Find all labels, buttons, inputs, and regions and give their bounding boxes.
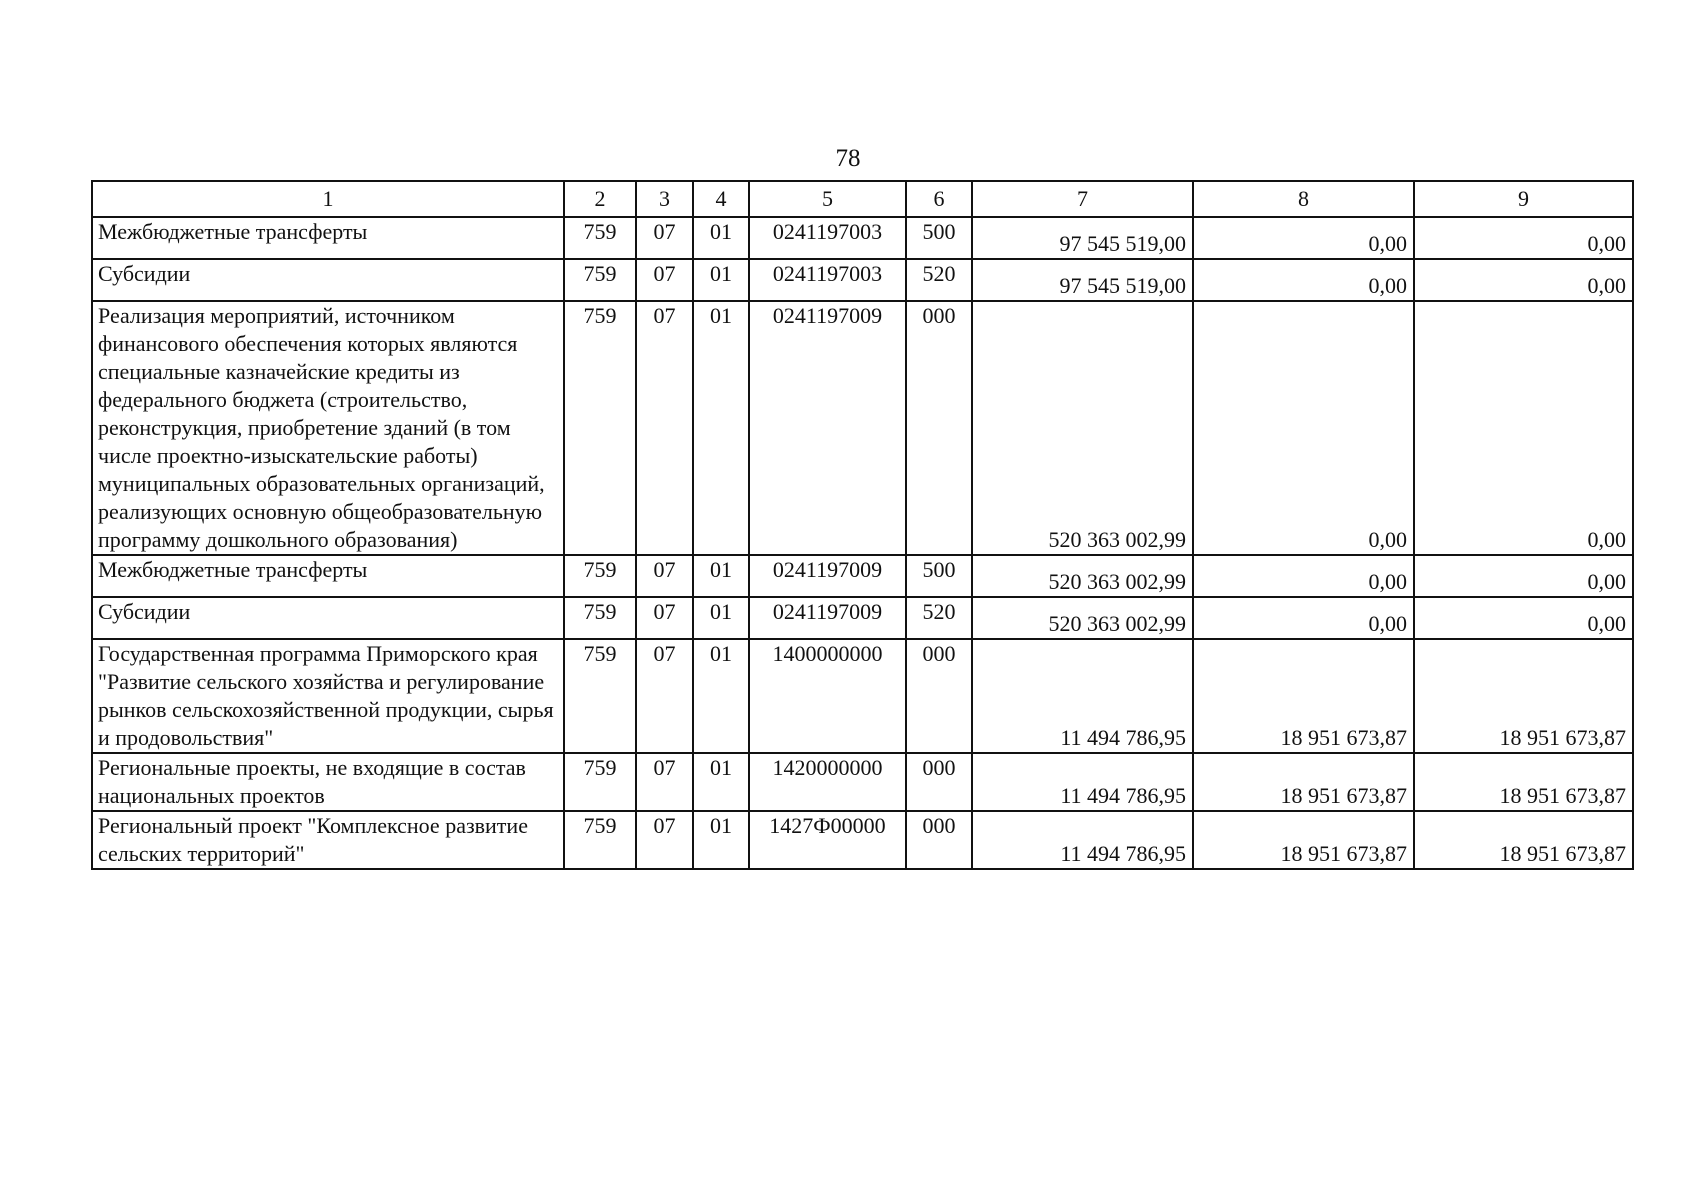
table-row <box>92 639 1633 753</box>
code-cell: 759 <box>564 259 636 301</box>
amount-cell: 0,00 <box>1193 217 1414 259</box>
code-cell: 759 <box>564 753 636 811</box>
code-cell: 07 <box>636 555 693 597</box>
code-cell: 0241197009 <box>749 555 906 597</box>
code-cell: 07 <box>636 811 693 869</box>
code-cell: 01 <box>693 259 749 301</box>
amount-cell: 11 494 786,95 <box>972 753 1193 811</box>
code-cell: 0241197009 <box>749 597 906 639</box>
code-cell: 01 <box>693 597 749 639</box>
code-cell: 520 <box>906 259 972 301</box>
amount-cell: 520 363 002,99 <box>972 301 1193 555</box>
code-cell: 500 <box>906 555 972 597</box>
row-name: Субсидии <box>92 597 564 639</box>
code-cell: 759 <box>564 301 636 555</box>
code-cell: 759 <box>564 597 636 639</box>
amount-cell: 18 951 673,87 <box>1414 639 1633 753</box>
code-cell: 07 <box>636 753 693 811</box>
header-cell: 1 <box>92 181 564 217</box>
code-cell: 759 <box>564 811 636 869</box>
amount-cell: 0,00 <box>1414 301 1633 555</box>
page-number: 78 <box>835 145 861 172</box>
code-cell: 520 <box>906 597 972 639</box>
code-cell: 07 <box>636 639 693 753</box>
code-cell: 01 <box>693 555 749 597</box>
amount-cell: 0,00 <box>1193 597 1414 639</box>
row-name: Региональный проект "Комплексное развитие сельских территорий" <box>92 811 564 869</box>
code-cell: 07 <box>636 259 693 301</box>
code-cell: 01 <box>693 753 749 811</box>
code-cell: 01 <box>693 811 749 869</box>
amount-cell: 18 951 673,87 <box>1414 753 1633 811</box>
row-name: Региональные проекты, не входящие в состав национальных проектов <box>92 753 564 811</box>
code-cell: 000 <box>906 811 972 869</box>
amount-cell: 0,00 <box>1414 217 1633 259</box>
code-cell: 1400000000 <box>749 639 906 753</box>
amount-cell: 18 951 673,87 <box>1193 639 1414 753</box>
header-cell: 6 <box>906 181 972 217</box>
amount-cell: 0,00 <box>1414 259 1633 301</box>
row-name: Межбюджетные трансферты <box>92 217 564 259</box>
amount-cell: 97 545 519,00 <box>972 259 1193 301</box>
amount-cell: 18 951 673,87 <box>1414 811 1633 869</box>
amount-cell: 0,00 <box>1193 259 1414 301</box>
code-cell: 0241197009 <box>749 301 906 555</box>
code-cell: 1427Ф00000 <box>749 811 906 869</box>
header-cell: 3 <box>636 181 693 217</box>
header-cell: 7 <box>972 181 1193 217</box>
table-row <box>92 555 1633 597</box>
row-name: Межбюджетные трансферты <box>92 555 564 597</box>
row-name: Государственная программа Приморского края "Развитие сельского хозяйства и регулирование рынков сельскохозяйственной продукции, сырья и продовольствия" <box>92 639 564 753</box>
code-cell: 0241197003 <box>749 217 906 259</box>
code-cell: 0241197003 <box>749 259 906 301</box>
header-cell: 5 <box>749 181 906 217</box>
code-cell: 01 <box>693 217 749 259</box>
code-cell: 759 <box>564 217 636 259</box>
table-row <box>92 811 1633 869</box>
code-cell: 500 <box>906 217 972 259</box>
amount-cell: 0,00 <box>1193 555 1414 597</box>
code-cell: 000 <box>906 753 972 811</box>
amount-cell: 18 951 673,87 <box>1193 811 1414 869</box>
header-cell: 8 <box>1193 181 1414 217</box>
table-header-row <box>92 181 1633 217</box>
code-cell: 07 <box>636 301 693 555</box>
amount-cell: 11 494 786,95 <box>972 811 1193 869</box>
code-cell: 1420000000 <box>749 753 906 811</box>
code-cell: 07 <box>636 217 693 259</box>
table-row <box>92 753 1633 811</box>
amount-cell: 0,00 <box>1414 597 1633 639</box>
table-row <box>92 217 1633 259</box>
code-cell: 07 <box>636 597 693 639</box>
row-name: Субсидии <box>92 259 564 301</box>
code-cell: 01 <box>693 639 749 753</box>
code-cell: 759 <box>564 639 636 753</box>
amount-cell: 97 545 519,00 <box>972 217 1193 259</box>
row-name: Реализация мероприятий, источником финансового обеспечения которых являются специальные казначейские кредиты из федерального бюджета (строительство, реконструкция, приобретение зданий (в том числе проектно-изыскательские работы) муниципальных образовательных организаций, реализующих основную общеобразовательную программу дошкольного образования) <box>92 301 564 555</box>
code-cell: 759 <box>564 555 636 597</box>
header-cell: 9 <box>1414 181 1633 217</box>
table-row <box>92 301 1633 555</box>
budget-table <box>91 180 1634 870</box>
code-cell: 000 <box>906 301 972 555</box>
table-row <box>92 597 1633 639</box>
amount-cell: 0,00 <box>1193 301 1414 555</box>
table-row <box>92 259 1633 301</box>
code-cell: 01 <box>693 301 749 555</box>
amount-cell: 0,00 <box>1414 555 1633 597</box>
header-cell: 2 <box>564 181 636 217</box>
code-cell: 000 <box>906 639 972 753</box>
amount-cell: 18 951 673,87 <box>1193 753 1414 811</box>
header-cell: 4 <box>693 181 749 217</box>
amount-cell: 520 363 002,99 <box>972 555 1193 597</box>
amount-cell: 11 494 786,95 <box>972 639 1193 753</box>
amount-cell: 520 363 002,99 <box>972 597 1193 639</box>
